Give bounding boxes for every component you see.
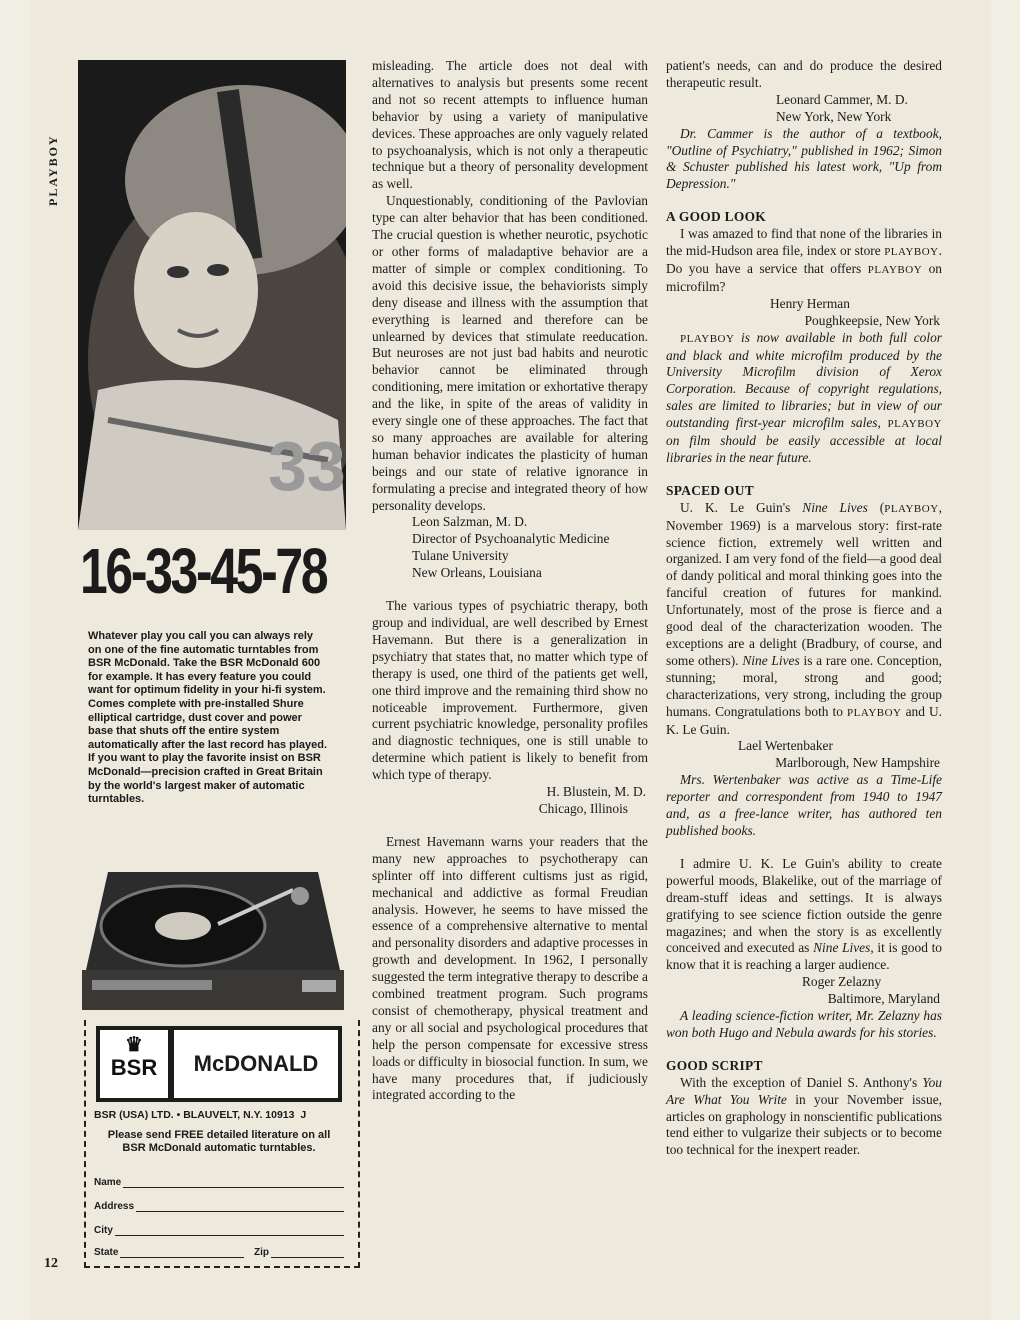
letter-paragraph: I was amazed to find that none of the libraries in the mid-Hudson area file, index or store PLAYBOY. Do you have a service that offers PLAYBOY on microfilm? [666, 226, 942, 294]
editor-reply: Mrs. Wertenbaker was active as a Time-Life reporter and correspondent from 1940 to 1947 and, as a free-lance writer, has authored ten published books. [666, 772, 942, 838]
zip-field[interactable]: Zip [254, 1246, 344, 1260]
signature-place: Chicago, Illinois [538, 800, 628, 816]
turntable-image [78, 866, 346, 1014]
letter-paragraph: Unquestionably, conditioning of the Pavlovian type can alter behavior that has been conditioned. The crucial question is whether neurotic, psychotic or other forms of maladaptive behavior are a matter of simple or complex conditioning. To avoid this decisive issue, the behaviorists simply deny disease and illness with the assumption that everything is learned and therefore can be unlearned by devices that stimulate reeducation. But neuroses are not just bad habits and neurotic behavior cannot be eliminated through conditioning, mere imitation or exhortative therapy and the like, in spite of the areas of validity in every single one of these approaches. The fact that so many approaches are available for altering human behavior indicates the plasticity of human beings and our state of relative ignorance in formulating a precise and integrated theory of how personality develops. [372, 193, 648, 513]
ad-body: Whatever play you call you can always rely on one of the fine automatic turntables from BSR McDonald. Take the BSR McDonald 600 for example. It has every feature you could want for optimum fidelity in your hi-fi system. Comes complete with pre-installed Shure elliptical cartridge, dust cover and power base that shuts off the entire system automatically after the last record has played. If you want to play the favorite insist on BSR McDonald—precision crafted in Great Britain by the world's largest maker of automatic turntables. [88, 630, 328, 806]
masthead: PLAYBOY [46, 134, 60, 206]
letter-paragraph: misleading. The article does not deal with alternatives to analysis but presents some recent and not so recent attempts to influence human behavior by using a variety of manipulative devices. These approaches are only vaguely related to psychoanalysis, which is not only a therapeutic technique but a theory of personality development as well. [372, 58, 648, 192]
signature-title: Director of Psychoanalytic Medicine [412, 531, 610, 547]
editor-reply: PLAYBOY is now available in both full color and black and white microfilm produced by the University Microfilm division of Xerox Corporation. Because of copyright regulations, sales are limited to libraries; but in view of our outstanding first-year microfilm sales, PLAYBOY on film should be easily accessible at local libraries in the near future. [666, 329, 942, 465]
letter-paragraph: Ernest Havemann warns your readers that the many new approaches to psychotherapy can splinter off into different cultisms just as rigid, mechanical and addictive as formal Freudian analysis. However, he seems to have missed the essence of a comprehensive alternative to mental and personality disorders and adaptive processes in growth and development. In 1962, I personally suggested the term integrative therapy to describe a combined treatment program. Such programs consist of chemotherapy, physical treatment and any or all social and psychological procedures that help the person compensate for excessive stress loads or difficulty in biosocial function. In sum, we have many procedures that, if judiciously integrated according to the [372, 833, 648, 1103]
signature-name: Roger Zelazny [802, 974, 882, 990]
section-heading: GOOD SCRIPT [666, 1057, 763, 1073]
signature-place: New Orleans, Louisiana [412, 565, 542, 581]
city-field[interactable]: City [94, 1224, 344, 1238]
bsr-mcdonald-logo [96, 1026, 342, 1102]
signature-place: Marlborough, New Hampshire [775, 755, 940, 771]
signature-place: Baltimore, Maryland [827, 991, 940, 1007]
signature-name: Lael Wertenbaker [738, 738, 833, 754]
brand-name: McDONALD [174, 1030, 338, 1098]
letters-column-1 [372, 58, 648, 1104]
state-field[interactable]: State [94, 1246, 244, 1260]
letters-column-2 [666, 58, 942, 1159]
letter-paragraph: I admire U. K. Le Guin's ability to create powerful moods, Blakelike, out of the marriage of dream-stuff ideas and settings. It is always gratifying to see science fiction outside the genre magazines; and when the story is as excellently conceived and executed as Nine Lives, it is good to know that it is reaching a larger audience. [666, 855, 942, 973]
bsr-logo: ♛ BSR [100, 1030, 168, 1098]
coupon-address: BSR (USA) LTD. • BLAUVELT, N.Y. 10913 J [94, 1109, 307, 1121]
signature-name: H. Blustein, M. D. [546, 784, 646, 800]
ad-headline: 16-33-45-78 [80, 535, 327, 607]
signature-org: Tulane University [412, 548, 509, 564]
name-field[interactable]: Name [94, 1176, 344, 1190]
signature-name: Henry Herman [770, 295, 850, 311]
ad-photo-football-helmet-woman [78, 60, 346, 530]
signature-place: Poughkeepsie, New York [804, 312, 940, 328]
crown-icon: ♛ [125, 1034, 143, 1056]
address-field[interactable]: Address [94, 1200, 344, 1214]
letter-paragraph: patient's needs, can and do produce the desired therapeutic result. [666, 58, 942, 90]
letter-paragraph: U. K. Le Guin's Nine Lives (PLAYBOY, November 1969) is a marvelous story: first-rate science fiction, extremely well written and organized. I am very fond of the field—a good deal of dandy political and moral thinking goes into the fanciful creation of futures for mankind. Unfortunately, most of the prose is fierce and a good deal of the characterization wooden. The exceptions are a delight (Bradbury, of course, and some others). Nine Lives is a rare one. Conception, stunning; moral, strong and good; characterizations, very strong, including the group humans. Congratulations both to PLAYBOY and U. K. Le Guin. [666, 499, 943, 737]
signature-name: Leonard Cammer, M. D. [776, 91, 908, 107]
letter-paragraph: With the exception of Daniel S. Anthony's You Are What You Write in your November issue, articles on graphology in nonscientific publications tend either to vulgarize their subjects or to become too technical for the inexpert reader. [666, 1074, 942, 1158]
coupon-request-text: Please send FREE detailed literature on all BSR McDonald automatic turntables. [107, 1129, 331, 1154]
jersey-number: 33 [268, 427, 346, 505]
signature-name: Leon Salzman, M. D. [412, 514, 528, 530]
letter-paragraph: The various types of psychiatric therapy, both group and individual, are well described by Ernest Havemann. But there is a generalization in psychiatry that states that, no matter which type of therapy is used, one third of the patients get well, one third improve and the remaining third show no noticeable improvement. Furthermore, given current psychiatric knowledge, personality profiles and diagnostic techniques, one is still unable to determine which patient is likely to benefit from which type of therapy. [372, 598, 648, 783]
page-number: 12 [44, 1256, 58, 1271]
section-heading: SPACED OUT [666, 482, 754, 498]
section-heading: A GOOD LOOK [666, 209, 767, 225]
signature-place: New York, New York [776, 108, 892, 124]
editor-reply: Dr. Cammer is the author of a textbook, "Outline of Psychiatry," published in 1962; Simon & Schuster published his latest work, "Up from Depression." [666, 125, 942, 192]
editor-reply: A leading science-fiction writer, Mr. Zelazny has won both Hugo and Nebula awards for his stories. [666, 1008, 942, 1040]
